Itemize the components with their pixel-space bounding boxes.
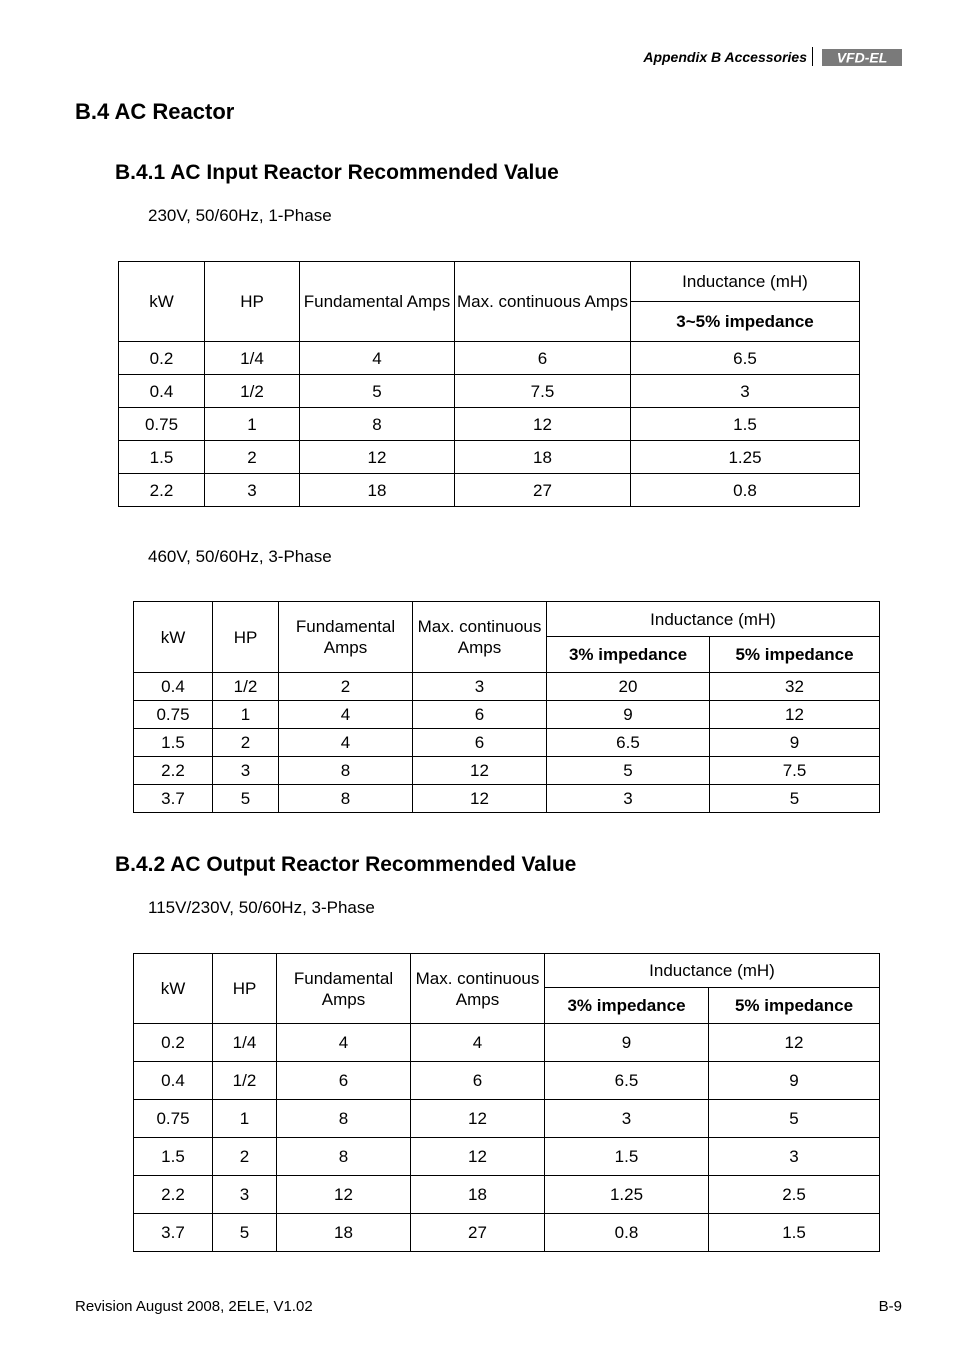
table-cell: 5 [709, 1100, 880, 1138]
table-cell: 0.75 [134, 701, 213, 729]
table-cell: 6 [411, 1062, 545, 1100]
table-cell: 3 [709, 1138, 880, 1176]
table-cell: 9 [710, 729, 880, 757]
table-cell: 7.5 [455, 375, 631, 408]
table-cell: 1/4 [205, 342, 300, 375]
table-cell: 0.8 [631, 474, 860, 507]
table-cell: 1.5 [119, 441, 205, 474]
vfd-el-logo [822, 49, 902, 66]
col-header-fundamental-amps: Fundamental Amps [279, 602, 413, 673]
table-cell: 2.2 [134, 757, 213, 785]
table-cell: 12 [411, 1100, 545, 1138]
col-header-inductance: Inductance (mH) [547, 602, 880, 637]
table-cell: 0.2 [119, 342, 205, 375]
table-cell: 2 [205, 441, 300, 474]
table-cell: 8 [279, 785, 413, 813]
table-cell: 1.25 [545, 1176, 709, 1214]
table-cell: 1.5 [709, 1214, 880, 1252]
table-cell: 6 [455, 342, 631, 375]
col-header-fundamental-amps: Fundamental Amps [277, 954, 411, 1024]
table-cell: 0.4 [134, 673, 213, 701]
table-cell: 18 [411, 1176, 545, 1214]
table-cell: 6.5 [631, 342, 860, 375]
footer-page-number: B-9 [878, 1298, 902, 1315]
col-header-hp: HP [213, 954, 277, 1024]
table-cell: 12 [413, 785, 547, 813]
col-header-kw: kW [119, 262, 205, 342]
table-row [134, 1024, 880, 1062]
table-cell: 3 [631, 375, 860, 408]
table-cell: 9 [545, 1024, 709, 1062]
table-row [119, 342, 860, 375]
table-row [134, 673, 880, 701]
col-header-hp: HP [205, 262, 300, 342]
col-header-3pct-impedance: 3% impedance [545, 988, 709, 1024]
table-row [134, 1062, 880, 1100]
col-header-kw: kW [134, 954, 213, 1024]
table-cell: 4 [279, 701, 413, 729]
table-row [119, 474, 860, 507]
table-cell: 2.2 [134, 1176, 213, 1214]
table-cell: 0.75 [134, 1100, 213, 1138]
table-cell: 12 [413, 757, 547, 785]
table-cell: 27 [455, 474, 631, 507]
table-cell: 9 [709, 1062, 880, 1100]
table-cell: 6 [413, 701, 547, 729]
table-cell: 1/2 [213, 1062, 277, 1100]
table-cell: 2 [213, 729, 279, 757]
table-cell: 9 [547, 701, 710, 729]
table-cell: 12 [277, 1176, 411, 1214]
col-header-max-continuous-amps: Max. continuous Amps [411, 954, 545, 1024]
col-header-3pct-impedance: 3% impedance [547, 637, 710, 673]
table-cell: 6 [413, 729, 547, 757]
col-header-kw: kW [134, 602, 213, 673]
col-header-fundamental-amps: Fundamental Amps [300, 262, 455, 342]
logo-text: VFD-EL [836, 49, 888, 66]
input-reactor-table-3phase [133, 601, 880, 813]
table-cell: 4 [277, 1024, 411, 1062]
table-cell: 2.2 [119, 474, 205, 507]
input-reactor-title: B.4.1 AC Input Reactor Recommended Value [115, 161, 559, 184]
table-cell: 27 [411, 1214, 545, 1252]
output-reactor-table [133, 953, 880, 1252]
table-cell: 0.75 [119, 408, 205, 441]
col-header-max-continuous-amps: Max. continuous Amps [455, 262, 631, 342]
table3-caption: 115V/230V, 50/60Hz, 3-Phase [148, 898, 375, 917]
table-row [134, 1100, 880, 1138]
table-cell: 5 [213, 1214, 277, 1252]
table-row [119, 375, 860, 408]
table-cell: 5 [547, 757, 710, 785]
table-cell: 4 [300, 342, 455, 375]
table2-body [134, 673, 880, 813]
table-row [134, 1176, 880, 1214]
table-cell: 3 [213, 757, 279, 785]
table-cell: 0.4 [119, 375, 205, 408]
table-cell: 12 [709, 1024, 880, 1062]
table-cell: 1 [205, 408, 300, 441]
table-cell: 5 [710, 785, 880, 813]
table-cell: 6 [277, 1062, 411, 1100]
table-cell: 20 [547, 673, 710, 701]
table-cell: 18 [455, 441, 631, 474]
table-cell: 1.5 [134, 1138, 213, 1176]
table-cell: 32 [710, 673, 880, 701]
table-cell: 1/2 [205, 375, 300, 408]
table1-body [119, 342, 860, 507]
table2-caption: 460V, 50/60Hz, 3-Phase [148, 547, 332, 566]
table-cell: 5 [213, 785, 279, 813]
table-cell: 1/4 [213, 1024, 277, 1062]
input-reactor-table-1phase [118, 261, 860, 507]
table-cell: 1.5 [545, 1138, 709, 1176]
table3-body [134, 1024, 880, 1252]
table1-caption: 230V, 50/60Hz, 1-Phase [148, 206, 332, 225]
table-cell: 8 [277, 1100, 411, 1138]
table-cell: 8 [277, 1138, 411, 1176]
table-cell: 3 [413, 673, 547, 701]
table-cell: 18 [300, 474, 455, 507]
table-cell: 8 [300, 408, 455, 441]
table-cell: 2 [213, 1138, 277, 1176]
table-cell: 5 [300, 375, 455, 408]
table-cell: 3 [547, 785, 710, 813]
table-cell: 1 [213, 701, 279, 729]
table-row [134, 1138, 880, 1176]
col-header-inductance: Inductance (mH) [545, 954, 880, 988]
output-reactor-title: B.4.2 AC Output Reactor Recommended Value [115, 853, 577, 876]
table-cell: 4 [279, 729, 413, 757]
table-cell: 12 [710, 701, 880, 729]
table-cell: 18 [277, 1214, 411, 1252]
table-cell: 0.2 [134, 1024, 213, 1062]
table-cell: 12 [411, 1138, 545, 1176]
table-row [119, 408, 860, 441]
header-title: Appendix B Accessories [643, 49, 807, 65]
table-row [134, 1214, 880, 1252]
table-cell: 1.25 [631, 441, 860, 474]
table-cell: 3 [545, 1100, 709, 1138]
col-header-max-continuous-amps: Max. continuous Amps [413, 602, 547, 673]
table-row [134, 701, 880, 729]
table-cell: 4 [411, 1024, 545, 1062]
table-cell: 3 [205, 474, 300, 507]
table-cell: 2 [279, 673, 413, 701]
table-cell: 8 [279, 757, 413, 785]
table-row [134, 785, 880, 813]
table-cell: 3.7 [134, 1214, 213, 1252]
table-cell: 1.5 [134, 729, 213, 757]
table-cell: 12 [455, 408, 631, 441]
col-header-5pct-impedance: 5% impedance [709, 988, 880, 1024]
table-cell: 1 [213, 1100, 277, 1138]
col-header-5pct-impedance: 5% impedance [710, 637, 880, 673]
table-cell: 6.5 [545, 1062, 709, 1100]
table-cell: 0.4 [134, 1062, 213, 1100]
table-cell: 12 [300, 441, 455, 474]
table-cell: 6.5 [547, 729, 710, 757]
table-cell: 7.5 [710, 757, 880, 785]
table-cell: 3 [213, 1176, 277, 1214]
col-header-hp: HP [213, 602, 279, 673]
table-row [134, 729, 880, 757]
table-cell: 1.5 [631, 408, 860, 441]
table-cell: 2.5 [709, 1176, 880, 1214]
table-row [134, 757, 880, 785]
col-header-impedance: 3~5% impedance [631, 302, 860, 342]
header-separator [812, 47, 813, 66]
footer-revision: Revision August 2008, 2ELE, V1.02 [75, 1298, 313, 1315]
col-header-inductance: Inductance (mH) [631, 262, 860, 302]
table-cell: 0.8 [545, 1214, 709, 1252]
table-cell: 1/2 [213, 673, 279, 701]
table-row [119, 441, 860, 474]
table-cell: 3.7 [134, 785, 213, 813]
section-title: B.4 AC Reactor [75, 99, 235, 124]
